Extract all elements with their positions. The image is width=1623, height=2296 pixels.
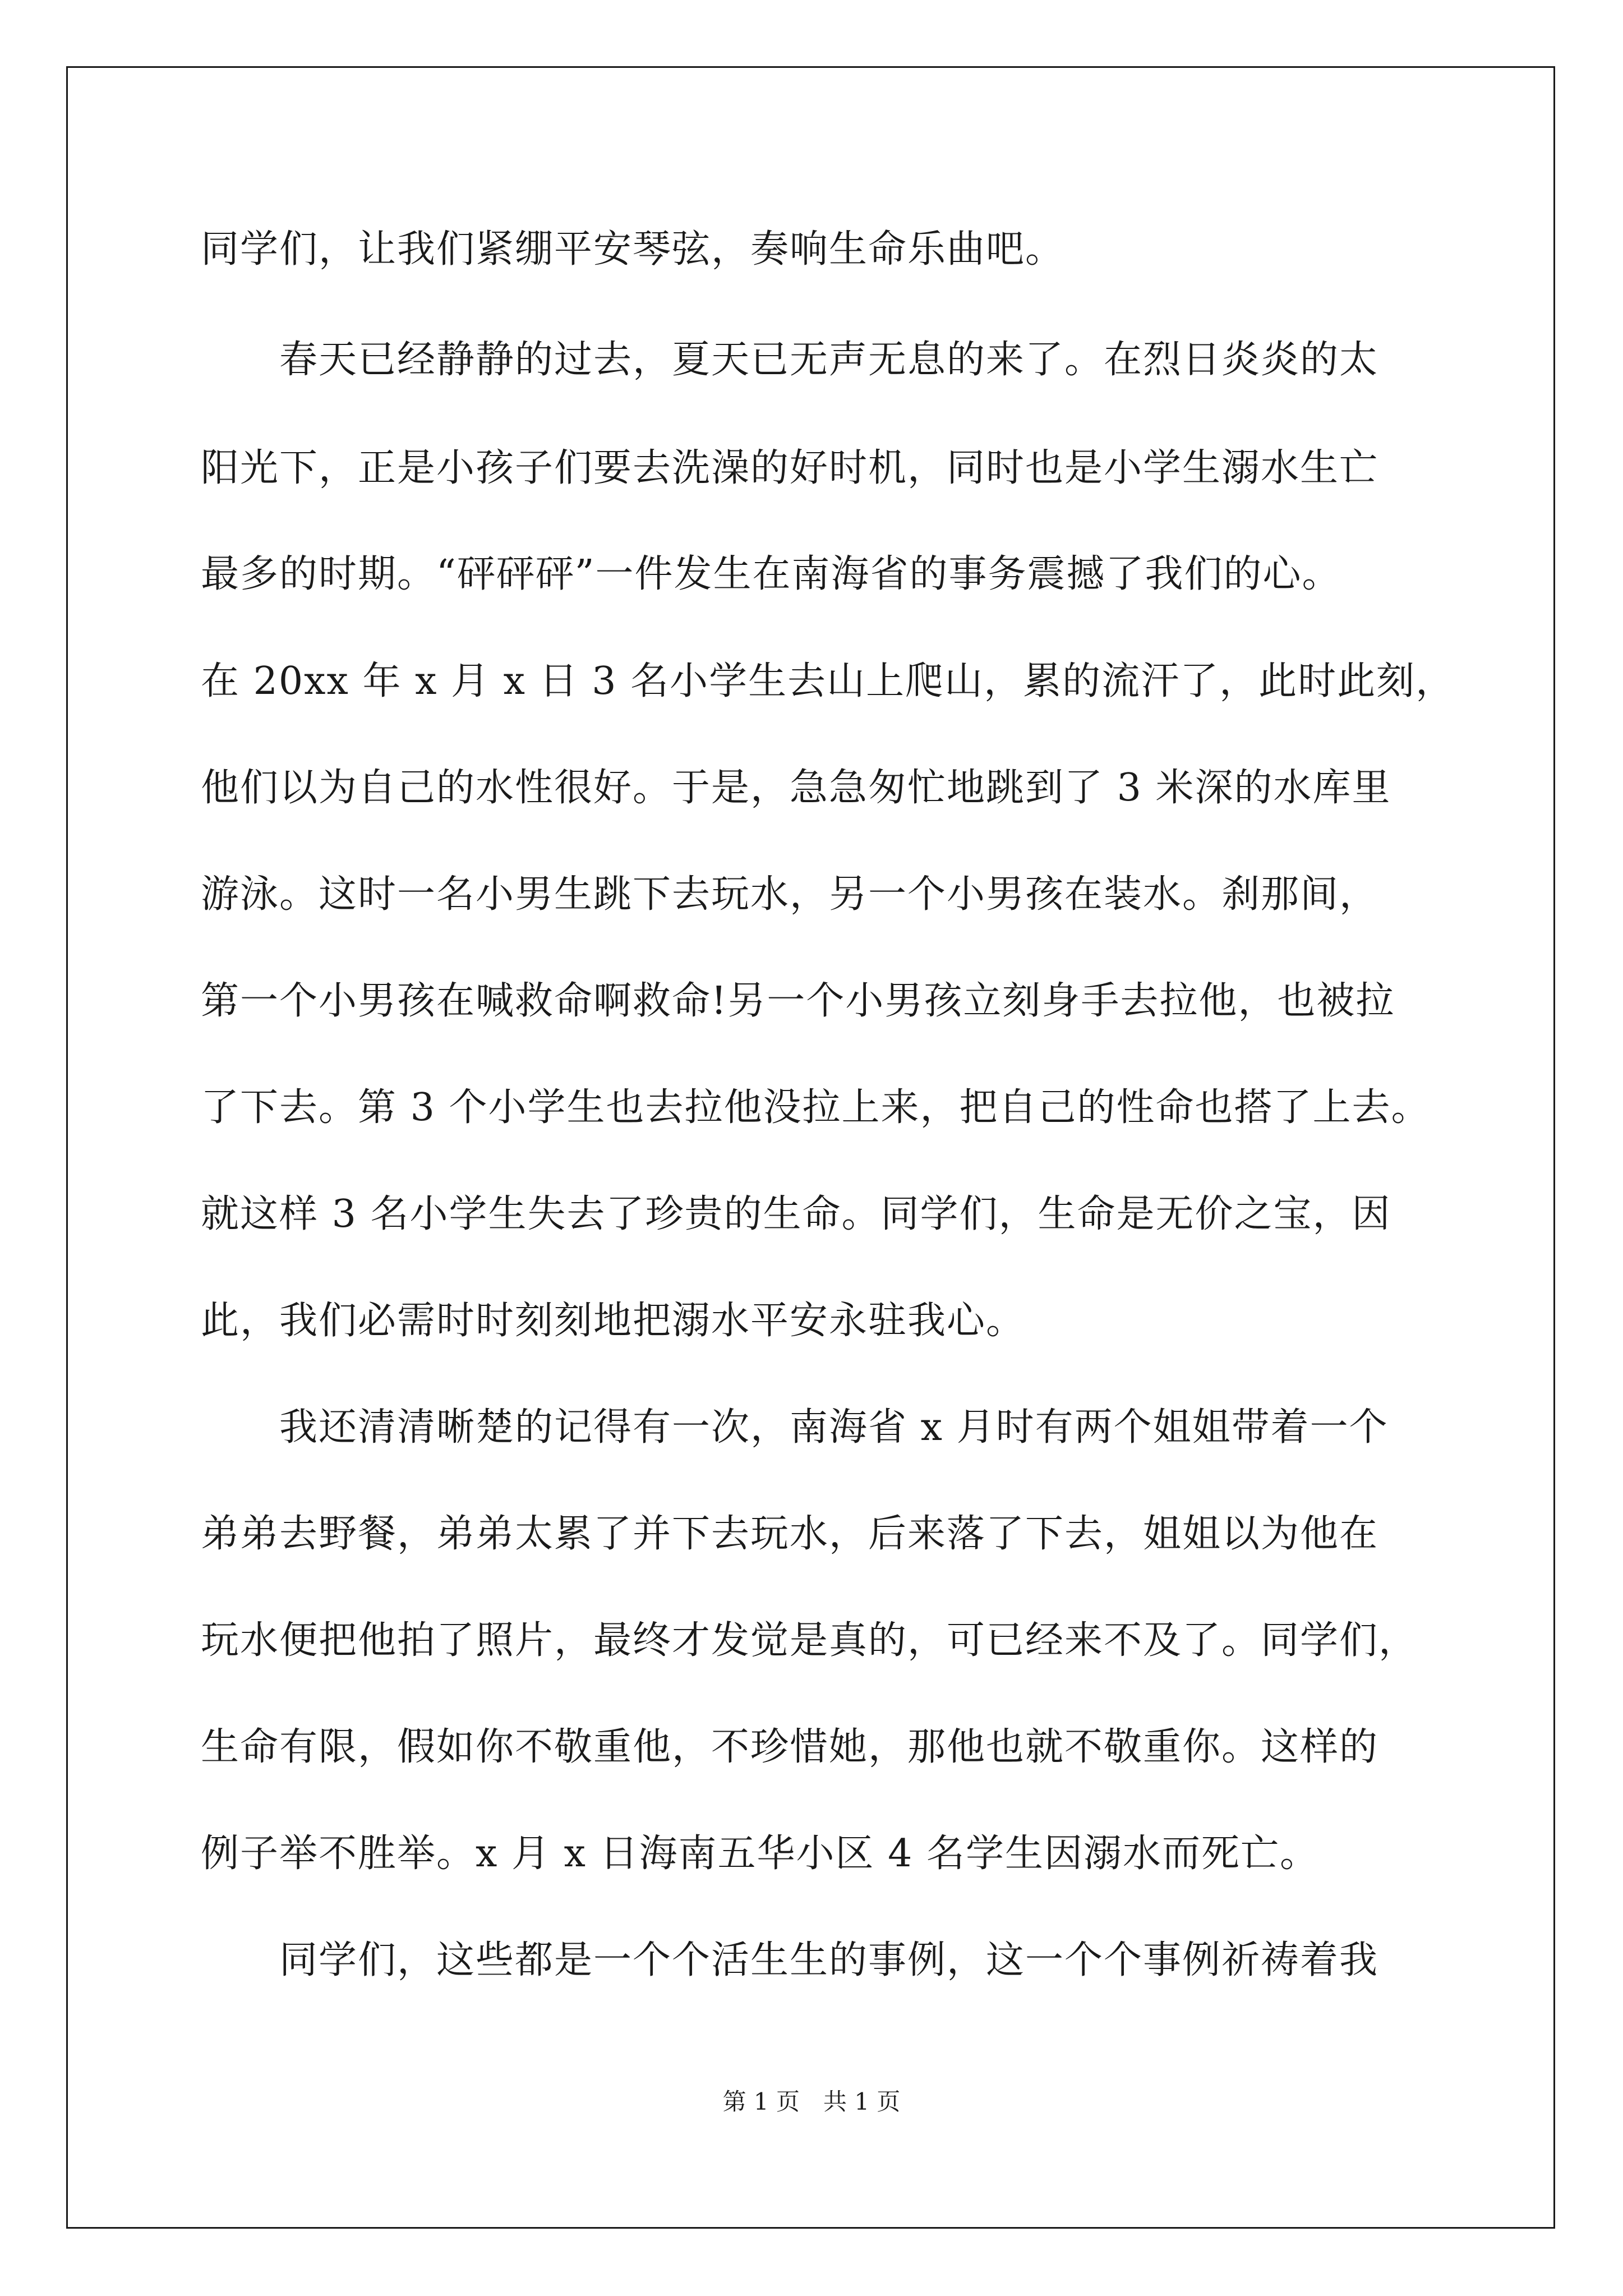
text-line-4: 最多的时期。“砰砰砰”一件发生在南海省的事务震撼了我们的心。 [201, 552, 1341, 596]
text-line-3: 阳光下，正是小孩子们要去洗澡的好时机，同时也是小学生溺水生亡 [201, 446, 1379, 490]
text-line-7: 游泳。这时一名小男生跳下去玩水，另一个小男孩在装水。刹那间， [201, 872, 1379, 917]
text-line-9: 了下去。第 3 个小学生也去拉他没拉上来，把自己的性命也搭了上去。 [201, 1085, 1431, 1130]
text-line-17: 同学们，这些都是一个个活生生的事例，这一个个事例祈祷着我 [201, 1938, 1379, 1982]
text-line-11: 此，我们必需时时刻刻地把溺水平安永驻我心。 [201, 1299, 1026, 1343]
page-border [66, 66, 1555, 2229]
text-line-5: 在 20xx 年 x 月 x 日 3 名小学生去山上爬山，累的流汗了，此时此刻， [201, 659, 1455, 703]
text-line-2: 春天已经静静的过去，夏天已无声无息的来了。在烈日炎炎的太 [201, 338, 1379, 382]
page-number-footer: 第 1 页 共 1 页 [722, 2088, 901, 2115]
text-line-8: 第一个小男孩在喊救命啊救命!另一个小男孩立刻身手去拉他，也被拉 [201, 979, 1395, 1023]
text-line-12: 我还清清晰楚的记得有一次，南海省 x 月时有两个姐姐带着一个 [201, 1405, 1389, 1450]
text-line-16: 例子举不胜举。x 月 x 日海南五华小区 4 名学生因溺水而死亡。 [201, 1832, 1320, 1876]
text-line-6: 他们以为自己的水性很好。于是，急急匆忙地跳到了 3 米深的水库里 [201, 766, 1391, 810]
text-line-10: 就这样 3 名小学生失去了珍贵的生命。同学们，生命是无价之宝，因 [201, 1192, 1391, 1236]
text-line-14: 玩水便把他拍了照片，最终才发觉是真的，可已经来不及了。同学们， [201, 1618, 1418, 1663]
text-line-15: 生命有限，假如你不敬重他，不珍惜她，那他也就不敬重你。这样的 [201, 1725, 1379, 1769]
text-line-13: 弟弟去野餐，弟弟太累了并下去玩水，后来落了下去，姐姐以为他在 [201, 1512, 1379, 1556]
text-line-1: 同学们，让我们紧绷平安琴弦，奏响生命乐曲吧。 [201, 227, 1065, 272]
